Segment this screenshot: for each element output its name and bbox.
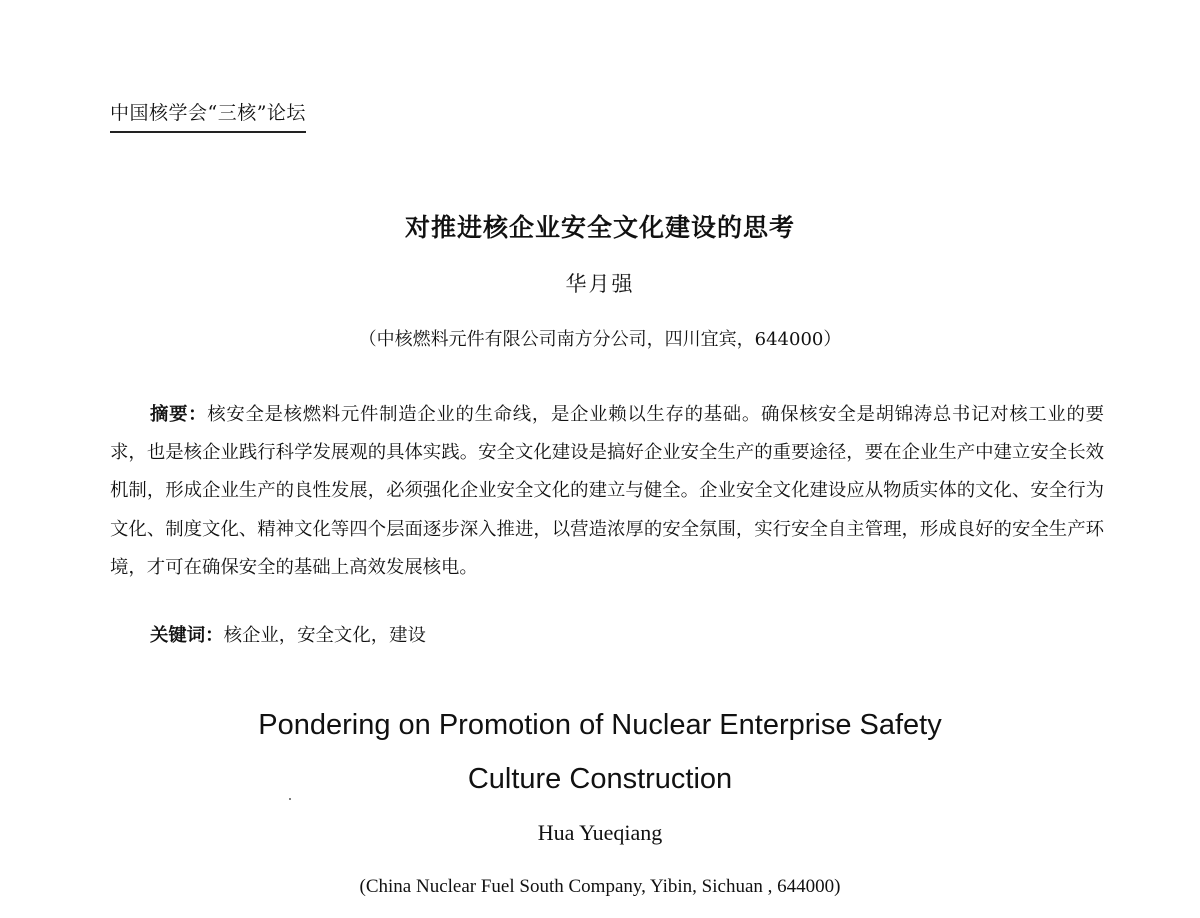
- chinese-title: 对推进核企业安全文化建设的思考: [404, 213, 795, 242]
- abstract-label: 摘要：: [150, 404, 208, 425]
- chinese-author: 华月强: [565, 272, 635, 296]
- abstract-paragraph: [110, 396, 1104, 587]
- keywords-text: 核企业，安全文化，建设: [223, 625, 426, 646]
- english-title-line-1: Pondering on Promotion of Nuclear Enterprise Safety: [258, 709, 942, 741]
- english-affiliation: (China Nuclear Fuel South Company, Yibin, Sichuan , 644000): [359, 876, 841, 897]
- english-title-line-2: Culture Construction: [467, 763, 733, 795]
- scan-speck: [289, 798, 291, 800]
- abstract-text: 核安全是核燃料元件制造企业的生命线，是企业赖以生存的基础。确保核安全是胡锦涛总书记对核工业的要求，也是核企业践行科学发展观的具体实践。安全文化建设是搞好企业安全生产的重要途径，要在企业生产中建立安全长效机制，形成企业生产的良性发展，必须强化企业安全文化的建立与健全。企业安全文化建设应从物质实体的文化、安全行为文化、制度文化、精神文化等四个层面逐步深入推进，以营造浓厚的安全氛围，实行安全自主管理，形成良好的安全生产环境，才可在确保安全的基础上高效发展核电。: [110, 404, 1104, 578]
- keywords-label: 关键词：: [150, 625, 224, 646]
- english-title: [0, 698, 1200, 806]
- keywords-line: [150, 621, 426, 647]
- english-author: Hua Yueqiang: [537, 820, 663, 845]
- chinese-affiliation: （中核燃料元件有限公司南方分公司，四川宜宾，644000）: [358, 329, 842, 350]
- journal-section-header: 中国核学会“三核”论坛: [110, 98, 306, 133]
